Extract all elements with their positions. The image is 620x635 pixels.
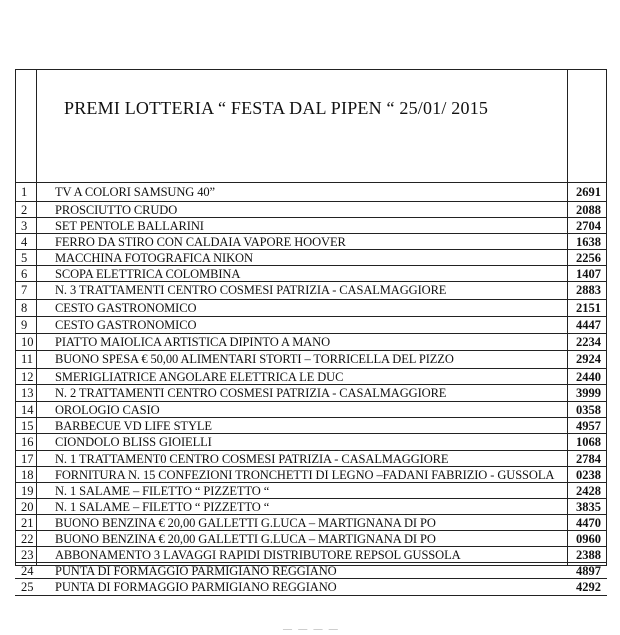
row-number: 4: [21, 235, 28, 249]
prize-description: N. 2 TRATTAMENTI CENTRO COSMESI PATRIZIA - CASALMAGGIORE: [55, 386, 447, 400]
ticket-number: 2704: [576, 219, 601, 233]
prize-description: BUONO BENZINA € 20,00 GALLETTI G.LUCA – MARTIGNANA DI PO: [55, 516, 436, 530]
scan-artifact: — — — —: [283, 624, 340, 634]
row-number: 15: [21, 419, 34, 433]
prize-description: FORNITURA N. 15 CONFEZIONI TRONCHETTI DI LEGNO –FADANI FABRIZIO - GUSSOLA: [55, 468, 555, 482]
ticket-number: 2784: [576, 452, 601, 466]
row-number: 9: [21, 318, 28, 332]
prize-description: OROLOGIO CASIO: [55, 403, 160, 417]
ticket-number: 0960: [576, 532, 601, 546]
prize-description: SMERIGLIATRICE ANGOLARE ELETTRICA LE DUC: [55, 370, 344, 384]
header-divider: [15, 182, 607, 183]
row-number: 8: [21, 301, 28, 315]
row-number: 10: [21, 335, 34, 349]
prize-description: PUNTA DI FORMAGGIO PARMIGIANO REGGIANO: [55, 580, 337, 594]
prize-description: PROSCIUTTO CRUDO: [55, 203, 178, 217]
row-number: 16: [21, 435, 34, 449]
prize-description: SET PENTOLE BALLARINI: [55, 219, 204, 233]
row-number: 1: [21, 185, 28, 199]
row-number: 20: [21, 500, 34, 514]
ticket-number: 3999: [576, 386, 601, 400]
row-number: 12: [21, 370, 34, 384]
prize-description: CESTO GASTRONOMICO: [55, 318, 197, 332]
row-number: 3: [21, 219, 28, 233]
ticket-number: 2234: [576, 335, 601, 349]
page-title: PREMI LOTTERIA “ FESTA DAL PIPEN “ 25/01/ 2015: [64, 98, 489, 118]
column-divider-number: [36, 69, 37, 566]
ticket-number: 4957: [576, 419, 601, 433]
prize-description: SCOPA ELETTRICA COLOMBINA: [55, 267, 241, 281]
row-number: 2: [21, 203, 28, 217]
ticket-number: 1407: [576, 267, 601, 281]
column-divider-code: [567, 69, 568, 566]
ticket-number: 2924: [576, 352, 601, 366]
row-number: 18: [21, 468, 34, 482]
ticket-number: 2428: [576, 484, 601, 498]
ticket-number: 2388: [576, 548, 601, 562]
row-number: 21: [21, 516, 34, 530]
row-number: 23: [21, 548, 34, 562]
prize-description: MACCHINA FOTOGRAFICA NIKON: [55, 251, 253, 265]
prize-description: FERRO DA STIRO CON CALDAIA VAPORE HOOVER: [55, 235, 346, 249]
prize-description: CESTO GASTRONOMICO: [55, 301, 197, 315]
ticket-number: 2151: [576, 301, 601, 315]
ticket-number: 4292: [576, 580, 601, 594]
prize-description: BARBECUE VD LIFE STYLE: [55, 419, 212, 433]
prize-description: CIONDOLO BLISS GIOIELLI: [55, 435, 212, 449]
ticket-number: 2691: [576, 185, 601, 199]
row-number: 13: [21, 386, 34, 400]
ticket-number: 4897: [576, 564, 601, 578]
ticket-number: 4447: [576, 318, 601, 332]
ticket-number: 1638: [576, 235, 601, 249]
ticket-number: 2088: [576, 203, 601, 217]
ticket-number: 3835: [576, 500, 601, 514]
row-number: 14: [21, 403, 34, 417]
prize-description: BUONO SPESA € 50,00 ALIMENTARI STORTI – TORRICELLA DEL PIZZO: [55, 352, 454, 366]
prize-description: N. 1 TRATTAMENT0 CENTRO COSMESI PATRIZIA - CASALMAGGIORE: [55, 452, 449, 466]
ticket-number: 2883: [576, 283, 601, 297]
ticket-number: 0238: [576, 468, 601, 482]
ticket-number: 1068: [576, 435, 601, 449]
row-number: 5: [21, 251, 28, 265]
ticket-number: 4470: [576, 516, 601, 530]
prize-description: BUONO BENZINA € 20,00 GALLETTI G.LUCA – MARTIGNANA DI PO: [55, 532, 436, 546]
row-number: 25: [21, 580, 34, 594]
row-number: 19: [21, 484, 34, 498]
ticket-number: 2440: [576, 370, 601, 384]
prize-description: N. 3 TRATTAMENTI CENTRO COSMESI PATRIZIA - CASALMAGGIORE: [55, 283, 447, 297]
prize-description: N. 1 SALAME – FILETTO “ PIZZETTO “: [55, 500, 270, 514]
row-number: 17: [21, 452, 34, 466]
row-number: 11: [21, 352, 34, 366]
prize-description: PUNTA DI FORMAGGIO PARMIGIANO REGGIANO: [55, 564, 337, 578]
prize-description: N. 1 SALAME – FILETTO “ PIZZETTO “: [55, 484, 270, 498]
prize-description: PIATTO MAIOLICA ARTISTICA DIPINTO A MANO: [55, 335, 331, 349]
row-number: 6: [21, 267, 28, 281]
row-number: 24: [21, 564, 34, 578]
ticket-number: 0358: [576, 403, 601, 417]
ticket-number: 2256: [576, 251, 601, 265]
row-number: 7: [21, 283, 28, 297]
prize-description: TV A COLORI SAMSUNG 40”: [55, 185, 215, 199]
row-number: 22: [21, 532, 34, 546]
prize-description: ABBONAMENTO 3 LAVAGGI RAPIDI DISTRIBUTORE REPSOL GUSSOLA: [55, 548, 461, 562]
